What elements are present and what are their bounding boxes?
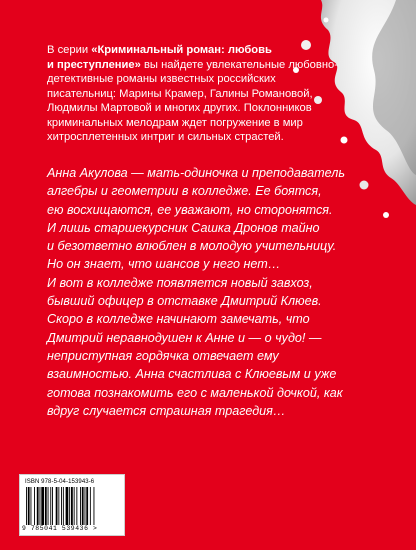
series-title-line2: и преступление» [47, 58, 141, 71]
series-title-line1: «Криминальный роман: любовь [91, 44, 272, 56]
book-blurb: Анна Акулова — мать-одиночка и преподаватель алгебры и геометрии в колледже. Ее боятся, ею восхищаются, ее уважают, но сторонятся. И лишь старшекурсник Сашка Дронов тайно и безответно влюблен в молодую учительницу. Но он знает, что шансов у него нет… И вот в колледже появляется новый завхоз, бывший офицер в отставке Дмитрий Клюев. Скоро в колледже начинают замечать, что Дмитрий неравнодушен к Анне и — о чудо! — неприступная гордячка отвечает ему взаимностью. Анна счастлива с Клюевым и уже готова познакомить его с маленькой дочкой, как вдруг случается страшная трагедия… [47, 166, 345, 418]
isbn-barcode-box [19, 474, 125, 536]
series-suffix: вы найдете увлекательные любовно-детективные романы известных российских писательниц: Марины Крамер, Галины Романовой, Людмилы Мартовой и многих других. Поклонников криминальных мелодрам ждет погружение в мир хитросплетенных интриг и сильных страстей. [47, 58, 338, 143]
series-prefix: В серии [47, 44, 92, 56]
barcode-digits: 9 785041 539436 > [22, 525, 98, 532]
series-description [47, 43, 347, 145]
isbn-label: ISBN 978-5-04-153943-6 [25, 479, 95, 485]
barcode-icon [24, 487, 120, 525]
